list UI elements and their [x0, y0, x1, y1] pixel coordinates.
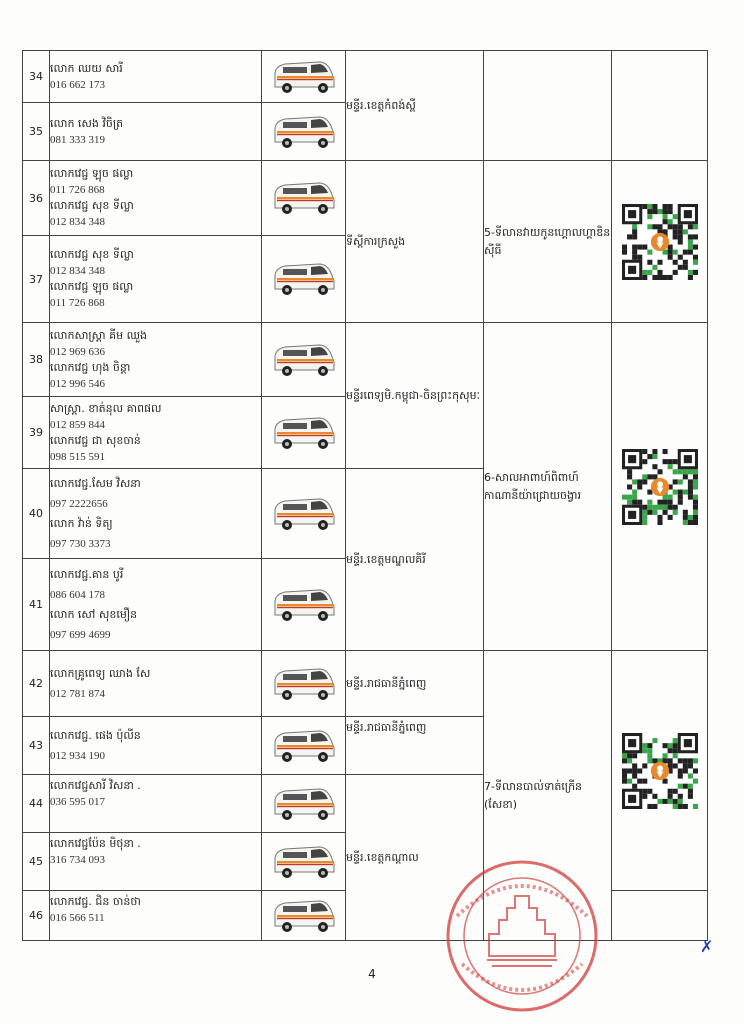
contact-name: លោកវេជ្ជ ជា សុខចាន់ [50, 433, 141, 447]
ambulance-photo [262, 469, 346, 559]
ambulance-photo [262, 717, 346, 775]
qr-cell [612, 51, 708, 161]
qr-cell [612, 323, 708, 651]
ambulance-icon [271, 121, 337, 140]
contact-name: លោកវេជ្ជប៉ែន មិថុនា . [50, 837, 141, 850]
ambulance-registry-table [22, 50, 708, 941]
qr-cell-empty [612, 891, 708, 941]
contact-phone: 081 333 319 [50, 133, 105, 146]
row-number: 37 [23, 236, 50, 323]
contact-phone: 097 2222656 [50, 497, 108, 510]
contact-name: លោក សៅ សុខមឿន [50, 607, 138, 621]
contact-cell [50, 103, 262, 161]
contact-name: លោកវេជ្ជសារី វិសនា . [50, 779, 141, 792]
contact-phone: 097 699 4699 [50, 628, 111, 641]
contact-cell [50, 651, 262, 717]
ambulance-icon [271, 188, 337, 207]
row-number: 35 [23, 103, 50, 161]
contact-name: លោក វ៉ាន់ ទិត្យ [50, 516, 113, 530]
contact-name: លោកវេជ្ជ.សែម វិសនា [50, 476, 141, 490]
row-number: 38 [23, 323, 50, 397]
ambulance-icon [271, 422, 337, 441]
table-row [23, 323, 708, 397]
contact-cell [50, 323, 262, 397]
contact-cell [50, 397, 262, 469]
qr-cell [612, 161, 708, 323]
contact-phone: 098 515 591 [50, 450, 105, 463]
ambulance-photo [262, 891, 346, 941]
table-row [23, 51, 708, 103]
ambulance-photo [262, 833, 346, 891]
hospital-cell [346, 717, 484, 775]
contact-cell [50, 469, 262, 559]
ambulance-icon [271, 503, 337, 522]
contact-phone: 012 859 844 [50, 418, 105, 431]
contact-name: លោកវេជ្ជ សុខ ទីល្លា [50, 199, 134, 212]
contact-name: លោកវេជ្ជ សុខ ទីល្លា [50, 248, 134, 261]
contact-phone: 012 969 636 [50, 345, 105, 358]
contact-phone: 011 726 868 [50, 297, 105, 309]
contact-cell [50, 717, 262, 775]
hospital-cell [346, 323, 484, 469]
hospital-cell [346, 51, 484, 161]
ambulance-photo [262, 651, 346, 717]
hospital-name: មន្ទីរ.រាជធានីភ្នំពេញ [346, 721, 427, 734]
ambulance-icon [271, 905, 337, 924]
qr-cell [612, 651, 708, 891]
hospital-name: មន្ទីរ.ខេត្តកំពង់ស្ពឺ [346, 98, 416, 112]
ambulance-icon [271, 269, 337, 288]
ambulance-photo [262, 775, 346, 833]
ambulance-photo [262, 161, 346, 236]
contact-name: លោកគ្រូពេទ្យ ឈាង សែ [50, 666, 151, 680]
contact-phone: 012 834 348 [50, 265, 105, 277]
contact-phone: 012 834 348 [50, 216, 105, 228]
table-row [23, 651, 708, 717]
contact-phone: 036 595 017 [50, 796, 105, 808]
ambulance-icon [271, 851, 337, 870]
ambulance-icon [271, 673, 337, 692]
contact-name: លោកវេជ្ជ ឡុច ផល្លា [50, 280, 134, 293]
contact-name: លោកសាស្ត្រា គីម ឈួង [50, 328, 148, 342]
hospital-cell [346, 161, 484, 323]
row-number: 42 [23, 651, 50, 717]
hospital-name: ទីស្តីការក្រសួង [346, 234, 406, 248]
location-name: 5-ទីលានវាយកូនហ្គោលហ្គាឌិនស៊ីធី [484, 225, 611, 257]
contact-name: លោក សេង វិចិត្រ [50, 116, 124, 130]
row-number: 36 [23, 161, 50, 236]
row-number: 40 [23, 469, 50, 559]
ambulance-photo [262, 559, 346, 651]
ambulance-photo [262, 323, 346, 397]
qr-code-icon [622, 760, 698, 779]
ambulance-photo [262, 51, 346, 103]
location-cell [484, 51, 612, 161]
contact-name: លោកវេជ្ជ ឡុច ផល្លា [50, 167, 134, 180]
hospital-name: មន្ទីរពេទ្យមិ.កម្ពុជា-ចិនព្រះកុសុមៈ [346, 388, 480, 402]
contact-phone: 016 662 173 [50, 78, 105, 91]
contact-phone: 097 730 3373 [50, 537, 111, 550]
row-number: 44 [23, 775, 50, 833]
contact-cell [50, 236, 262, 323]
contact-name: លោកវេជ្ជ. ផេង ប៉ុលីន [50, 728, 141, 742]
contact-phone: 012 996 546 [50, 377, 105, 390]
official-seal-stamp [437, 856, 607, 1016]
ambulance-icon [271, 594, 337, 613]
contact-cell [50, 833, 262, 891]
page-number: 4 [368, 967, 376, 981]
contact-cell [50, 891, 262, 941]
ambulance-icon [271, 735, 337, 754]
contact-name: លោកវេជ្ជ ហុង ចិន្តា [50, 360, 131, 374]
contact-phone: 086 604 178 [50, 588, 105, 601]
contact-name: លោក ឈយ សារី [50, 61, 123, 75]
row-number: 39 [23, 397, 50, 469]
contact-name: លោកវេជ្ជ.គាន បូរី [50, 567, 124, 581]
contact-phone: 016 566 511 [50, 912, 105, 924]
row-number: 41 [23, 559, 50, 651]
contact-cell [50, 775, 262, 833]
hospital-name: មន្ទីរ.ខេត្តកណ្តាល [346, 850, 419, 864]
contact-phone: 316 734 093 [50, 854, 105, 866]
contact-cell [50, 51, 262, 103]
contact-cell [50, 161, 262, 236]
contact-phone: 012 934 190 [50, 749, 105, 762]
ambulance-icon [271, 793, 337, 812]
contact-phone: 011 726 868 [50, 184, 105, 196]
qr-code-icon [622, 476, 698, 495]
location-cell [484, 323, 612, 651]
contact-name: លោកវេជ្ជ. ជិន ចាន់ថា [50, 895, 141, 908]
ambulance-photo [262, 236, 346, 323]
row-number: 34 [23, 51, 50, 103]
table-row [23, 161, 708, 236]
contact-phone: 012 781 874 [50, 687, 105, 700]
hospital-name: មន្ទីរ.រាជធានីភ្នំពេញ [346, 676, 427, 690]
hospital-cell [346, 651, 484, 717]
location-name: 7-ទីលានបាល់ទាត់ក្រើន (សែខា) [484, 779, 583, 811]
location-name: 6-សាលអាពាហ៍ពិពាហ៍កាណានីយ៉ាជ្រោយចង្វារ [484, 470, 582, 502]
hospital-name: មន្ទីរ.ខេត្តមណ្ឌលគិរី [346, 552, 426, 566]
contact-name: សាស្ត្រា. ខាត់នុល គាពផល [50, 401, 162, 415]
qr-code-icon [622, 231, 698, 250]
row-number: 46 [23, 891, 50, 941]
row-number: 43 [23, 717, 50, 775]
ambulance-icon [271, 349, 337, 368]
location-cell [484, 161, 612, 323]
check-mark: ✗ [700, 937, 714, 956]
ambulance-photo [262, 103, 346, 161]
ambulance-icon [271, 66, 337, 85]
row-number: 45 [23, 833, 50, 891]
hospital-cell [346, 469, 484, 651]
ambulance-photo [262, 397, 346, 469]
contact-cell [50, 559, 262, 651]
